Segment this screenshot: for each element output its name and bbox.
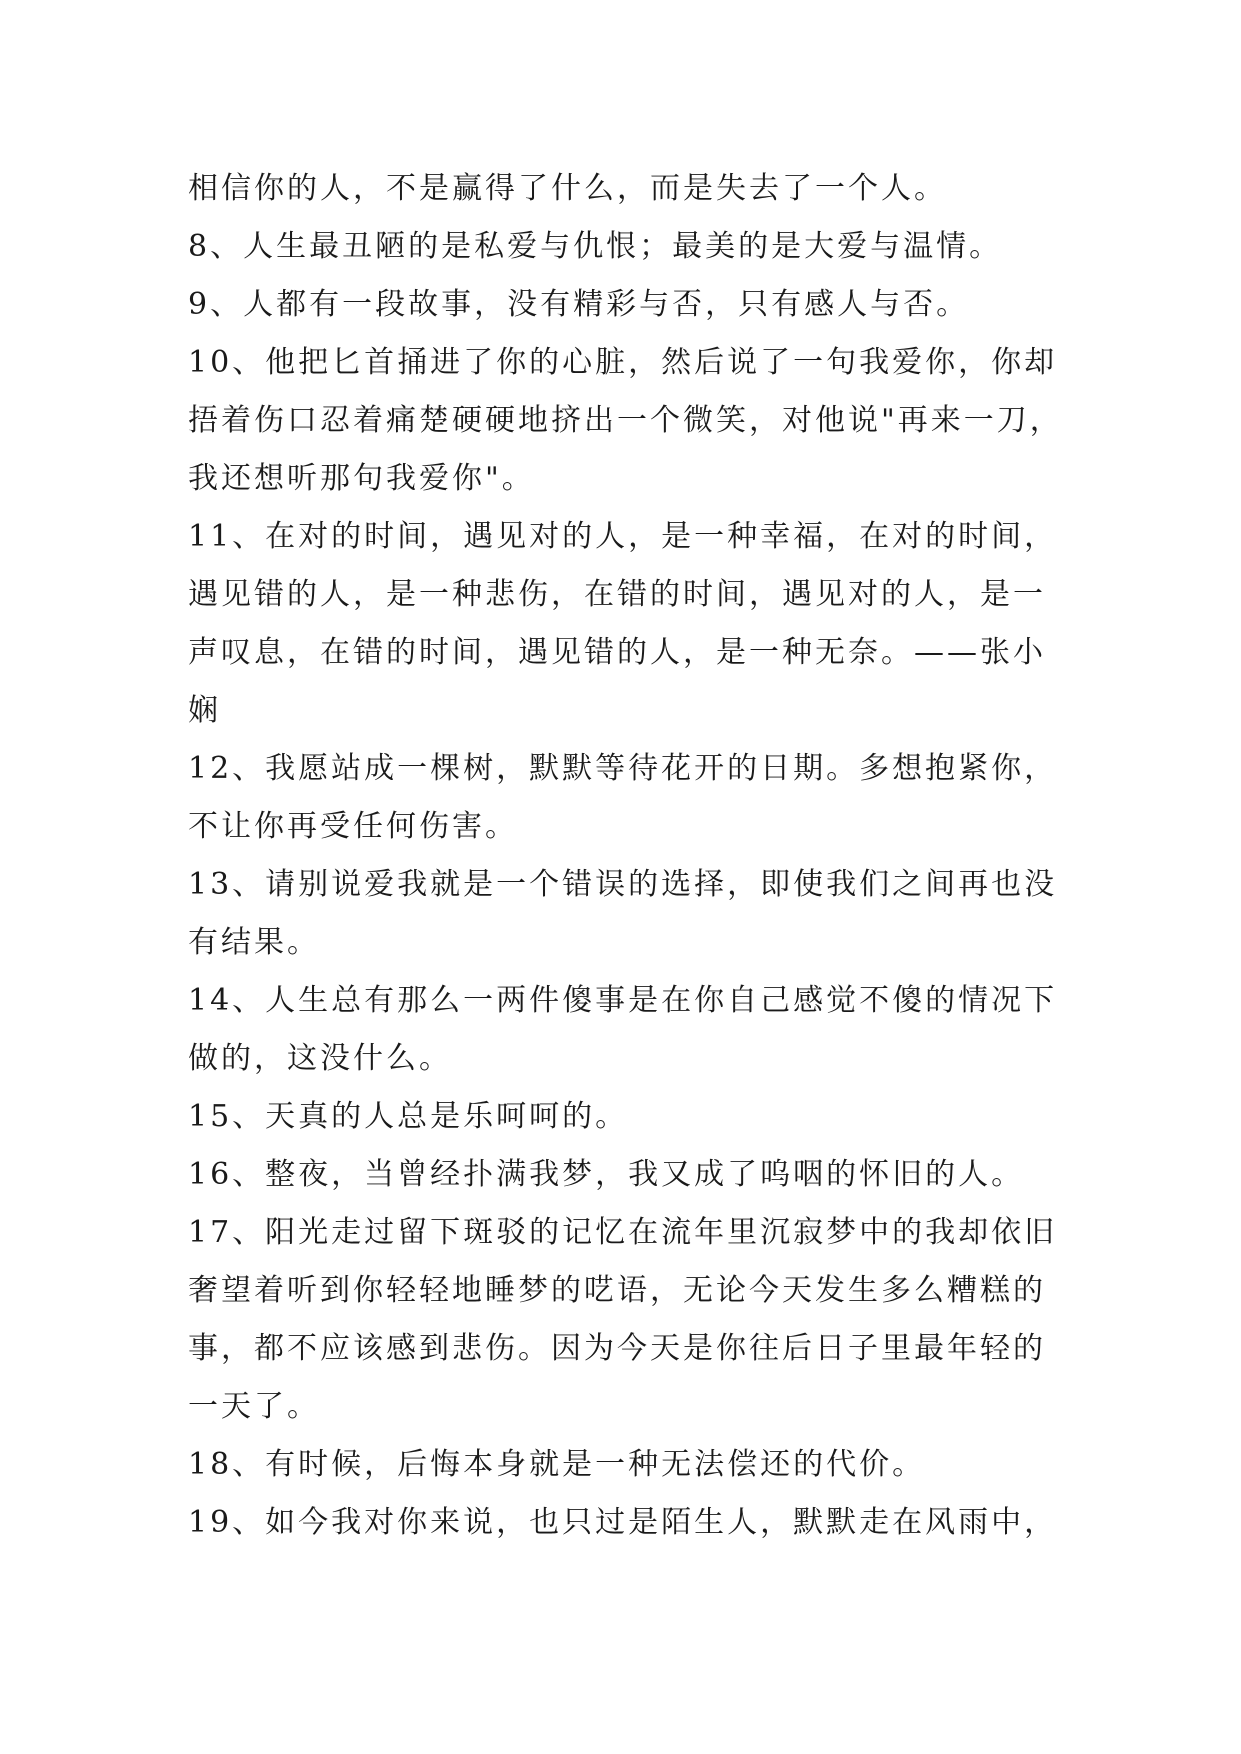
text-line: 不让你再受任何伤害。 <box>188 809 518 844</box>
text-line: 有结果。 <box>188 925 320 960</box>
text-line: 捂着伤口忍着痛楚硬硬地挤出一个微笑，对他说"再来一刀， <box>188 403 1063 438</box>
text-line: 18、有时候，后悔本身就是一种无法偿还的代价。 <box>188 1447 926 1482</box>
text-line: 娴 <box>188 693 221 728</box>
text-line: 10、他把匕首捅进了你的心脏，然后说了一句我爱你，你却 <box>188 345 1058 380</box>
text-line: 12、我愿站成一棵树，默默等待花开的日期。多想抱紧你， <box>188 751 1058 786</box>
text-line: 一天了。 <box>188 1389 320 1424</box>
text-line: 声叹息，在错的时间，遇见错的人，是一种无奈。——张小 <box>188 635 1046 670</box>
text-line: 9、人都有一段故事，没有精彩与否，只有感人与否。 <box>188 287 970 322</box>
text-line: 17、阳光走过留下斑驳的记忆在流年里沉寂梦中的我却依旧 <box>188 1215 1058 1250</box>
text-line: 16、整夜，当曾经扑满我梦，我又成了呜咽的怀旧的人。 <box>188 1157 1025 1192</box>
text-line: 遇见错的人，是一种悲伤，在错的时间，遇见对的人，是一 <box>188 577 1046 612</box>
text-line: 事，都不应该感到悲伤。因为今天是你往后日子里最年轻的 <box>188 1331 1046 1366</box>
document-body <box>188 160 1088 1552</box>
text-line: 奢望着听到你轻轻地睡梦的呓语，无论今天发生多么糟糕的 <box>188 1273 1046 1308</box>
text-line: 相信你的人，不是赢得了什么，而是失去了一个人。 <box>188 171 947 206</box>
text-line: 8、人生最丑陋的是私爱与仇恨；最美的是大爱与温情。 <box>188 229 1003 264</box>
text-line: 我还想听那句我爱你"。 <box>188 461 535 496</box>
text-line: 19、如今我对你来说，也只过是陌生人，默默走在风雨中， <box>188 1505 1058 1540</box>
text-line: 15、天真的人总是乐呵呵的。 <box>188 1099 629 1134</box>
text-line: 做的，这没什么。 <box>188 1041 452 1076</box>
text-line: 13、请别说爱我就是一个错误的选择，即使我们之间再也没 <box>188 867 1058 902</box>
text-line: 11、在对的时间，遇见对的人，是一种幸福，在对的时间， <box>188 519 1058 554</box>
text-line: 14、人生总有那么一两件傻事是在你自己感觉不傻的情况下 <box>188 983 1058 1018</box>
